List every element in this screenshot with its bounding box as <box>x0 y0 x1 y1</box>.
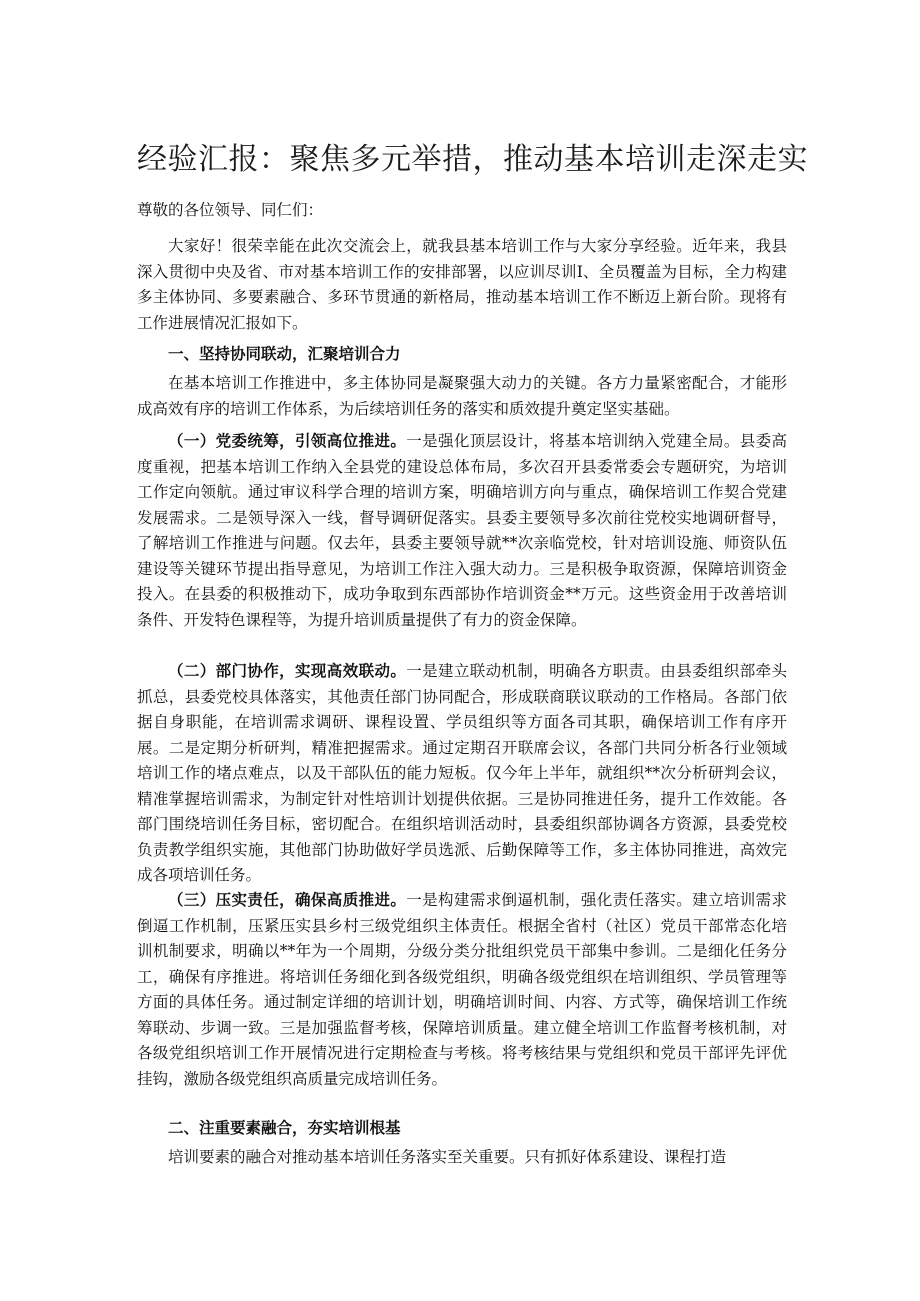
subsection-1-title: （一）党委统筹，引领高位推进。 <box>168 431 407 450</box>
section-heading-1: 一、坚持协同联动，汇聚培训合力 <box>168 344 401 363</box>
salutation: 尊敬的各位领导、同仁们： <box>137 201 324 219</box>
section2-lead-paragraph: 培训要素的融合对推动基本培训任务落实至关重要。只有抓好体系建设、课程打造 <box>168 1148 727 1166</box>
document-title: 经验汇报：聚焦多元举措，推动基本培训走深走实 <box>137 142 808 177</box>
subsection-1-paragraph <box>137 428 787 633</box>
subsection-3-title: （三）压实责任，确保高质推进。 <box>168 890 407 909</box>
section1-lead-paragraph: 在基本培训工作推进中，多主体协同是凝聚强大动力的关键。各方力量紧密配合，才能形成高效有序的培训工作体系，为后续培训任务的落实和质效提升奠定坚实基础。 <box>137 374 787 418</box>
subsection-2-paragraph <box>137 658 787 889</box>
section-heading-2: 二、注重要素融合，夯实培训根基 <box>168 1118 401 1137</box>
subsection-2-title: （二）部门协作，实现高效联动。 <box>168 661 407 680</box>
intro-paragraph: 大家好！很荣幸能在此次交流会上，就我县基本培训工作与大家分享经验。近年来，我县深入贯彻中央及省、市对基本培训工作的安排部署，以应训尽训I、全员覆盖为目标，全力构建多主体协同、多要素融合、多环节贯通的新格局，推动基本培训工作不断迈上新台阶。现将有工作进展情况汇报如下。 <box>137 237 787 332</box>
subsection-2-text: 一是建立联动机制，明确各方职责。由县委组织部牵头抓总，县委党校具体落实，其他责任部门协同配合，形成联商联议联动的工作格局。各部门依据自身职能，在培训需求调研、课程设置、学员组织等方面各司其职，确保培训工作有序开展。二是定期分析研判，精准把握需求。通过定期召开联席会议，各部门共同分析各行业领域培训工作的堵点难点，以及干部队伍的能力短板。仅今年上半年，就组织**次分析研判会议，精准掌握培训需求，为制定针对性培训计划提供依据。三是协同推进任务，提升工作效能。各部门围绕培训任务目标，密切配合。在组织培训活动时，县委组织部协调各方资源，县委党校负责教学组织实施，其他部门协助做好学员选派、后勤保障等工作，多主体协同推进，高效完成各项培训任务。 <box>137 662 787 884</box>
subsection-3-text: 一是构建需求倒逼机制，强化责任落实。建立培训需求倒逼工作机制，压紧压实县乡村三级党组织主体责任。根据全省村（社区）党员干部常态化培训机制要求，明确以**年为一个周期，分级分类分批组织党员干部集中参训。二是细化任务分工，确保有序推进。将培训任务细化到各级党组织，明确各级党组织在培训组织、学员管理等方面的具体任务。通过制定详细的培训计划，明确培训时间、内容、方式等，确保培训工作统筹联动、步调一致。三是加强监督考核，保障培训质量。建立健全培训工作监督考核机制，对各级党组织培训工作开展情况进行定期检查与考核。将考核结果与党组织和党员干部评先评优挂钩，激励各级党组织高质量完成培训任务。 <box>137 891 787 1088</box>
subsection-3-paragraph <box>137 887 787 1092</box>
subsection-1-text: 一是强化顶层设计，将基本培训纳入党建全局。县委高度重视，把基本培训工作纳入全县党的建设总体布局，多次召开县委常委会专题研究，为培训工作定向领航。通过审议科学合理的培训方案，明确培训方向与重点，确保培训工作契合党建发展需求。二是领导深入一线，督导调研促落实。县委主要领导多次前往党校实地调研督导，了解培训工作推进与问题。仅去年，县委主要领导就**次亲临党校，针对培训设施、师资队伍建设等关键环节提出指导意见，为培训工作注入强大动力。三是积极争取资源，保障培训资金投入。在县委的积极推动下，成功争取到东西部协作培训资金**万元。这些资金用于改善培训条件、开发特色课程等，为提升培训质量提供了有力的资金保障。 <box>137 432 787 629</box>
